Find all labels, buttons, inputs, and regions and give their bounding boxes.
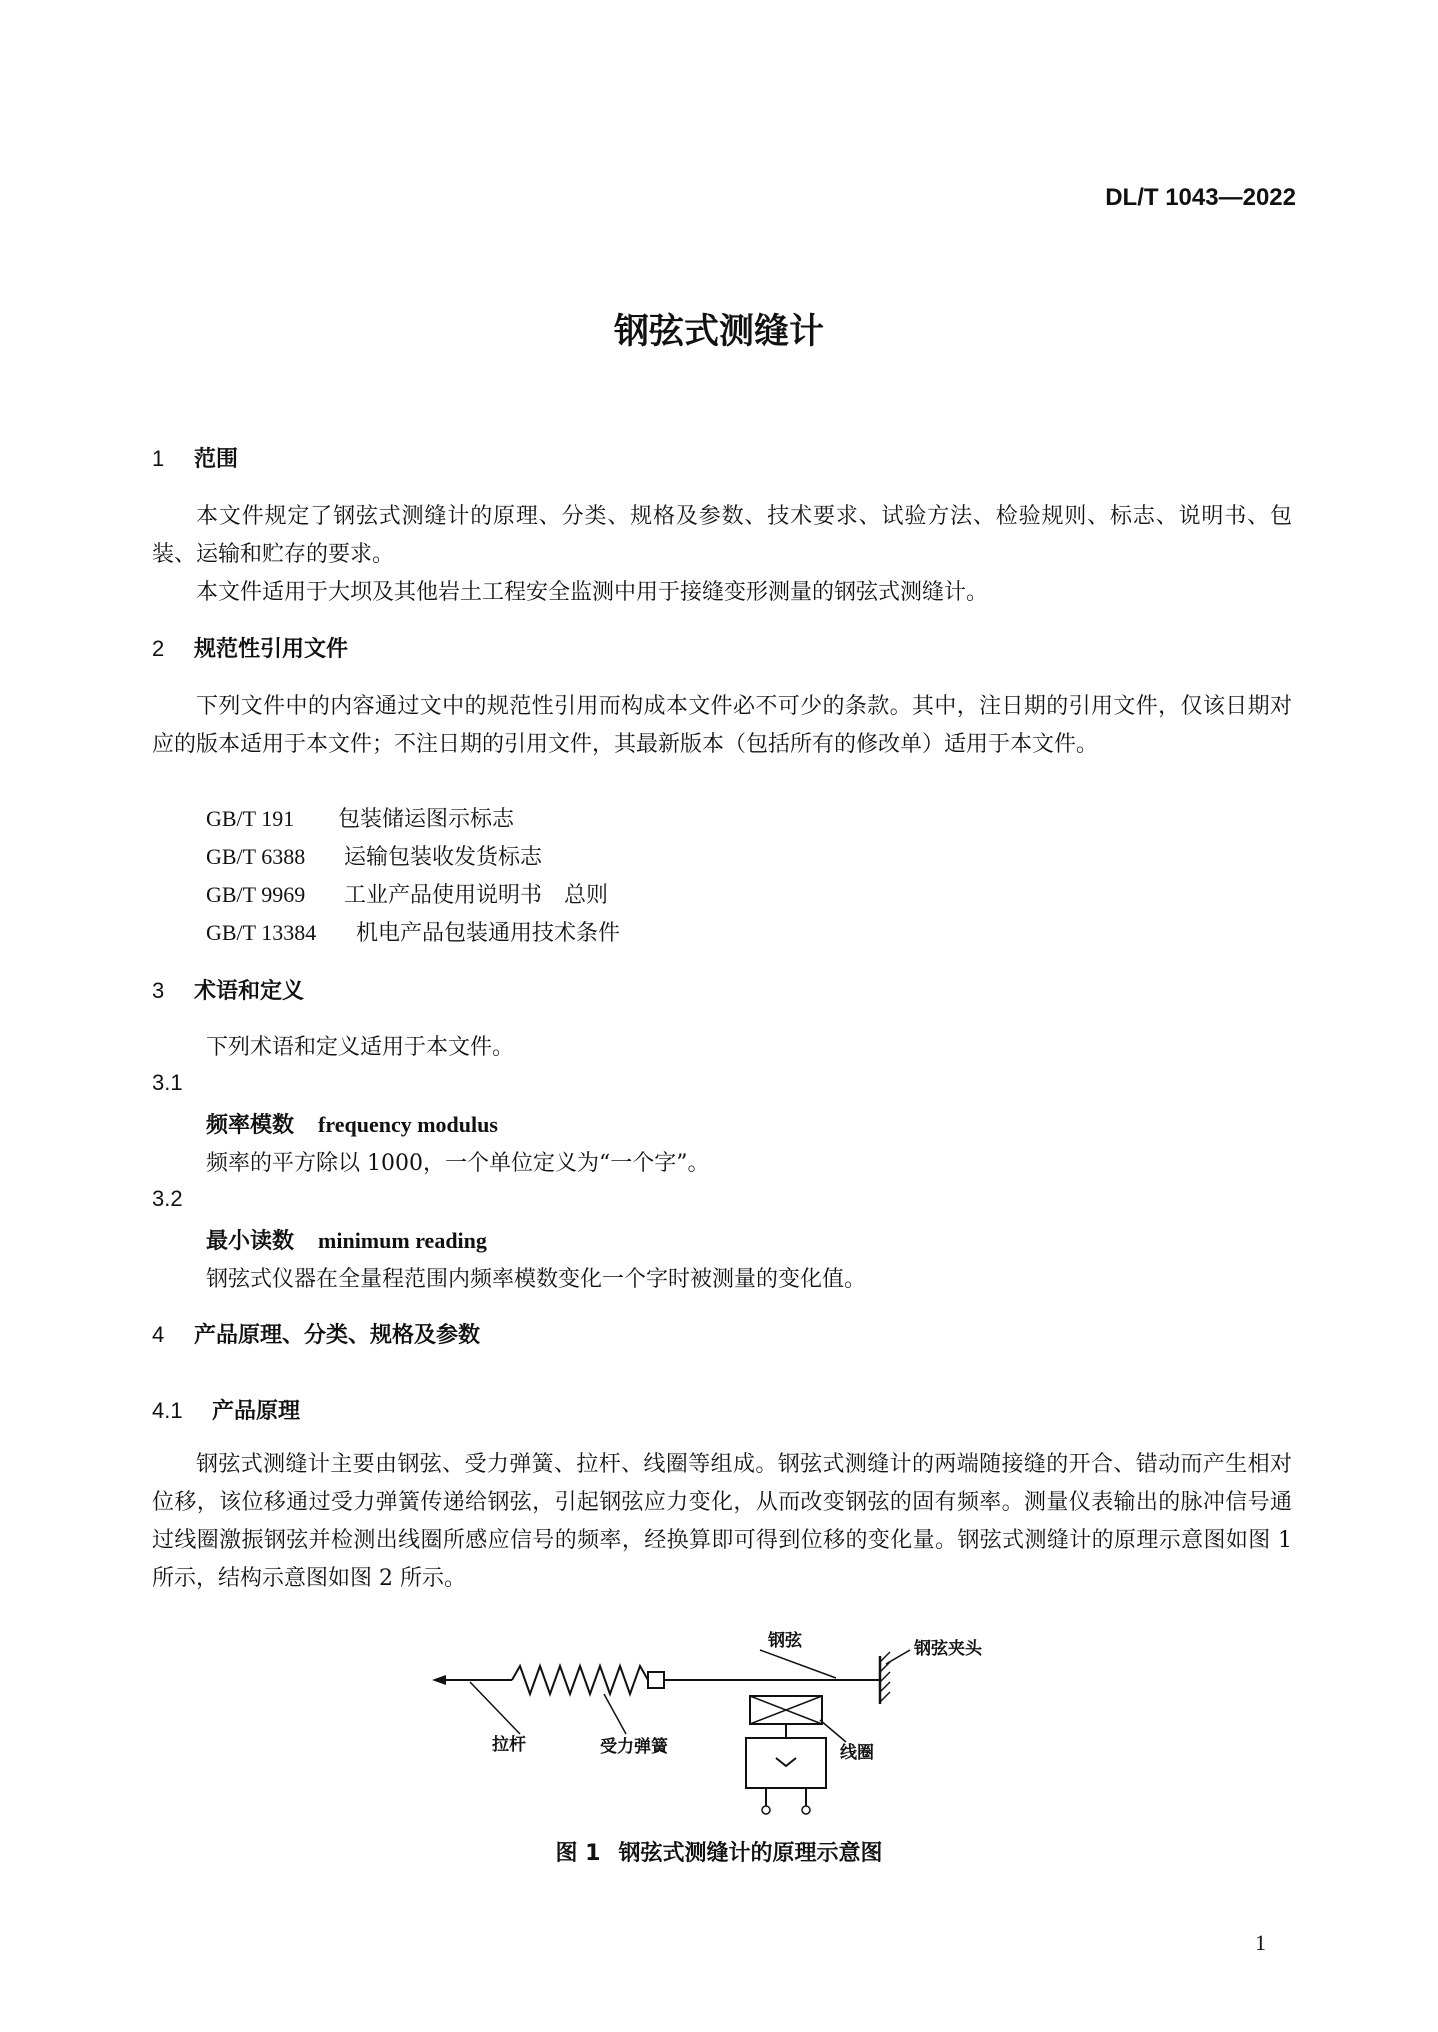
section-number: 3 — [152, 978, 165, 1003]
subsection-heading-4-1 — [152, 1394, 300, 1425]
terminal — [802, 1806, 810, 1814]
reference-code: GB/T 6388 — [206, 844, 306, 869]
reference-name: 工业产品使用说明书 总则 — [344, 883, 609, 908]
term-number: 3.1 — [152, 1070, 183, 1095]
spring — [512, 1666, 648, 1694]
reference-code: GB/T 13384 — [206, 920, 317, 945]
figure-number: 图 1 — [555, 1841, 601, 1866]
figure-caption — [0, 1836, 1438, 1867]
term-definition: 频率的平方除以 1000，一个单位定义为“一个字”。 — [206, 1151, 710, 1176]
normative-references-paragraph: 下列文件中的内容通过文中的规范性引用而构成本文件必不可少的条款。其中，注日期的引用文件，仅该日期对应的版本适用于本文件；不注日期的引用文件，其最新版本（包括所有的修改单）适用于本文件。 — [152, 694, 1292, 757]
figure-caption-text: 钢弦式测缝计的原理示意图 — [618, 1841, 883, 1866]
reference-item — [206, 840, 542, 871]
arrow-left-icon — [432, 1675, 446, 1685]
section-heading-3 — [152, 974, 304, 1005]
page-number: 1 — [1255, 1930, 1266, 1955]
section-heading-4 — [152, 1318, 480, 1349]
term-en: minimum reading — [318, 1228, 487, 1253]
section-number: 2 — [152, 636, 165, 661]
section-heading-2 — [152, 632, 348, 663]
term-number: 3.2 — [152, 1186, 183, 1211]
label-rod: 拉杆 — [492, 1735, 526, 1755]
term-zh: 最小读数 — [206, 1229, 295, 1254]
section-number: 4 — [152, 1322, 165, 1347]
reference-code: GB/T 191 — [206, 806, 295, 831]
section-title: 规范性引用文件 — [194, 637, 349, 662]
meter-box — [746, 1738, 826, 1788]
section-title: 产品原理、分类、规格及参数 — [194, 1323, 481, 1348]
principle-diagram — [420, 1620, 1020, 1830]
connector-block — [648, 1672, 664, 1688]
label-wire-clamp: 钢弦夹头 — [914, 1639, 982, 1659]
reference-item — [206, 878, 608, 909]
reference-item — [206, 802, 514, 833]
terminal — [762, 1806, 770, 1814]
section-title: 术语和定义 — [194, 979, 305, 1004]
standard-code: DL/T 1043—2022 — [1105, 184, 1296, 211]
principle-paragraph: 钢弦式测缝计主要由钢弦、受力弹簧、拉杆、线圈等组成。钢弦式测缝计的两端随接缝的开合、错动而产生相对位移，该位移通过受力弹簧传递给钢弦，引起钢弦应力变化，从而改变钢弦的固有频率。测量仪表输出的脉冲信号通过线圈激振钢弦并检测出线圈所感应信号的频率，经换算即可得到位移的变化量。钢弦式测缝计的原理示意图如图 1 所示，结构示意图如图 2 所示。 — [152, 1452, 1292, 1591]
reference-item — [206, 916, 620, 947]
scope-paragraph-2: 本文件适用于大坝及其他岩土工程安全监测中用于接缝变形测量的钢弦式测缝计。 — [196, 580, 989, 605]
term-entry — [206, 1224, 487, 1255]
clamp-hatch — [880, 1652, 890, 1702]
label-coil: 线圈 — [840, 1743, 874, 1763]
document-title: 钢弦式测缝计 — [613, 312, 824, 352]
section-title: 范围 — [194, 447, 239, 472]
reference-name: 机电产品包装通用技术条件 — [356, 921, 621, 946]
scope-paragraph-1: 本文件规定了钢弦式测缝计的原理、分类、规格及参数、技术要求、试验方法、检验规则、标志、说明书、包装、运输和贮存的要求。 — [152, 504, 1292, 567]
reference-name: 运输包装收发货标志 — [344, 845, 543, 870]
subsection-number: 4.1 — [152, 1398, 183, 1423]
term-zh: 频率模数 — [206, 1113, 295, 1138]
term-en: frequency modulus — [318, 1112, 498, 1137]
reference-name: 包装储运图示标志 — [338, 807, 515, 832]
label-wire: 钢弦 — [768, 1631, 802, 1651]
reference-code: GB/T 9969 — [206, 882, 306, 907]
term-definition: 钢弦式仪器在全量程范围内频率模数变化一个字时被测量的变化值。 — [206, 1267, 867, 1292]
section-number: 1 — [152, 446, 165, 471]
terms-intro: 下列术语和定义适用于本文件。 — [206, 1035, 515, 1060]
subsection-title: 产品原理 — [212, 1399, 301, 1424]
section-heading-1 — [152, 442, 238, 473]
label-spring: 受力弹簧 — [600, 1737, 668, 1757]
term-entry — [206, 1108, 498, 1139]
